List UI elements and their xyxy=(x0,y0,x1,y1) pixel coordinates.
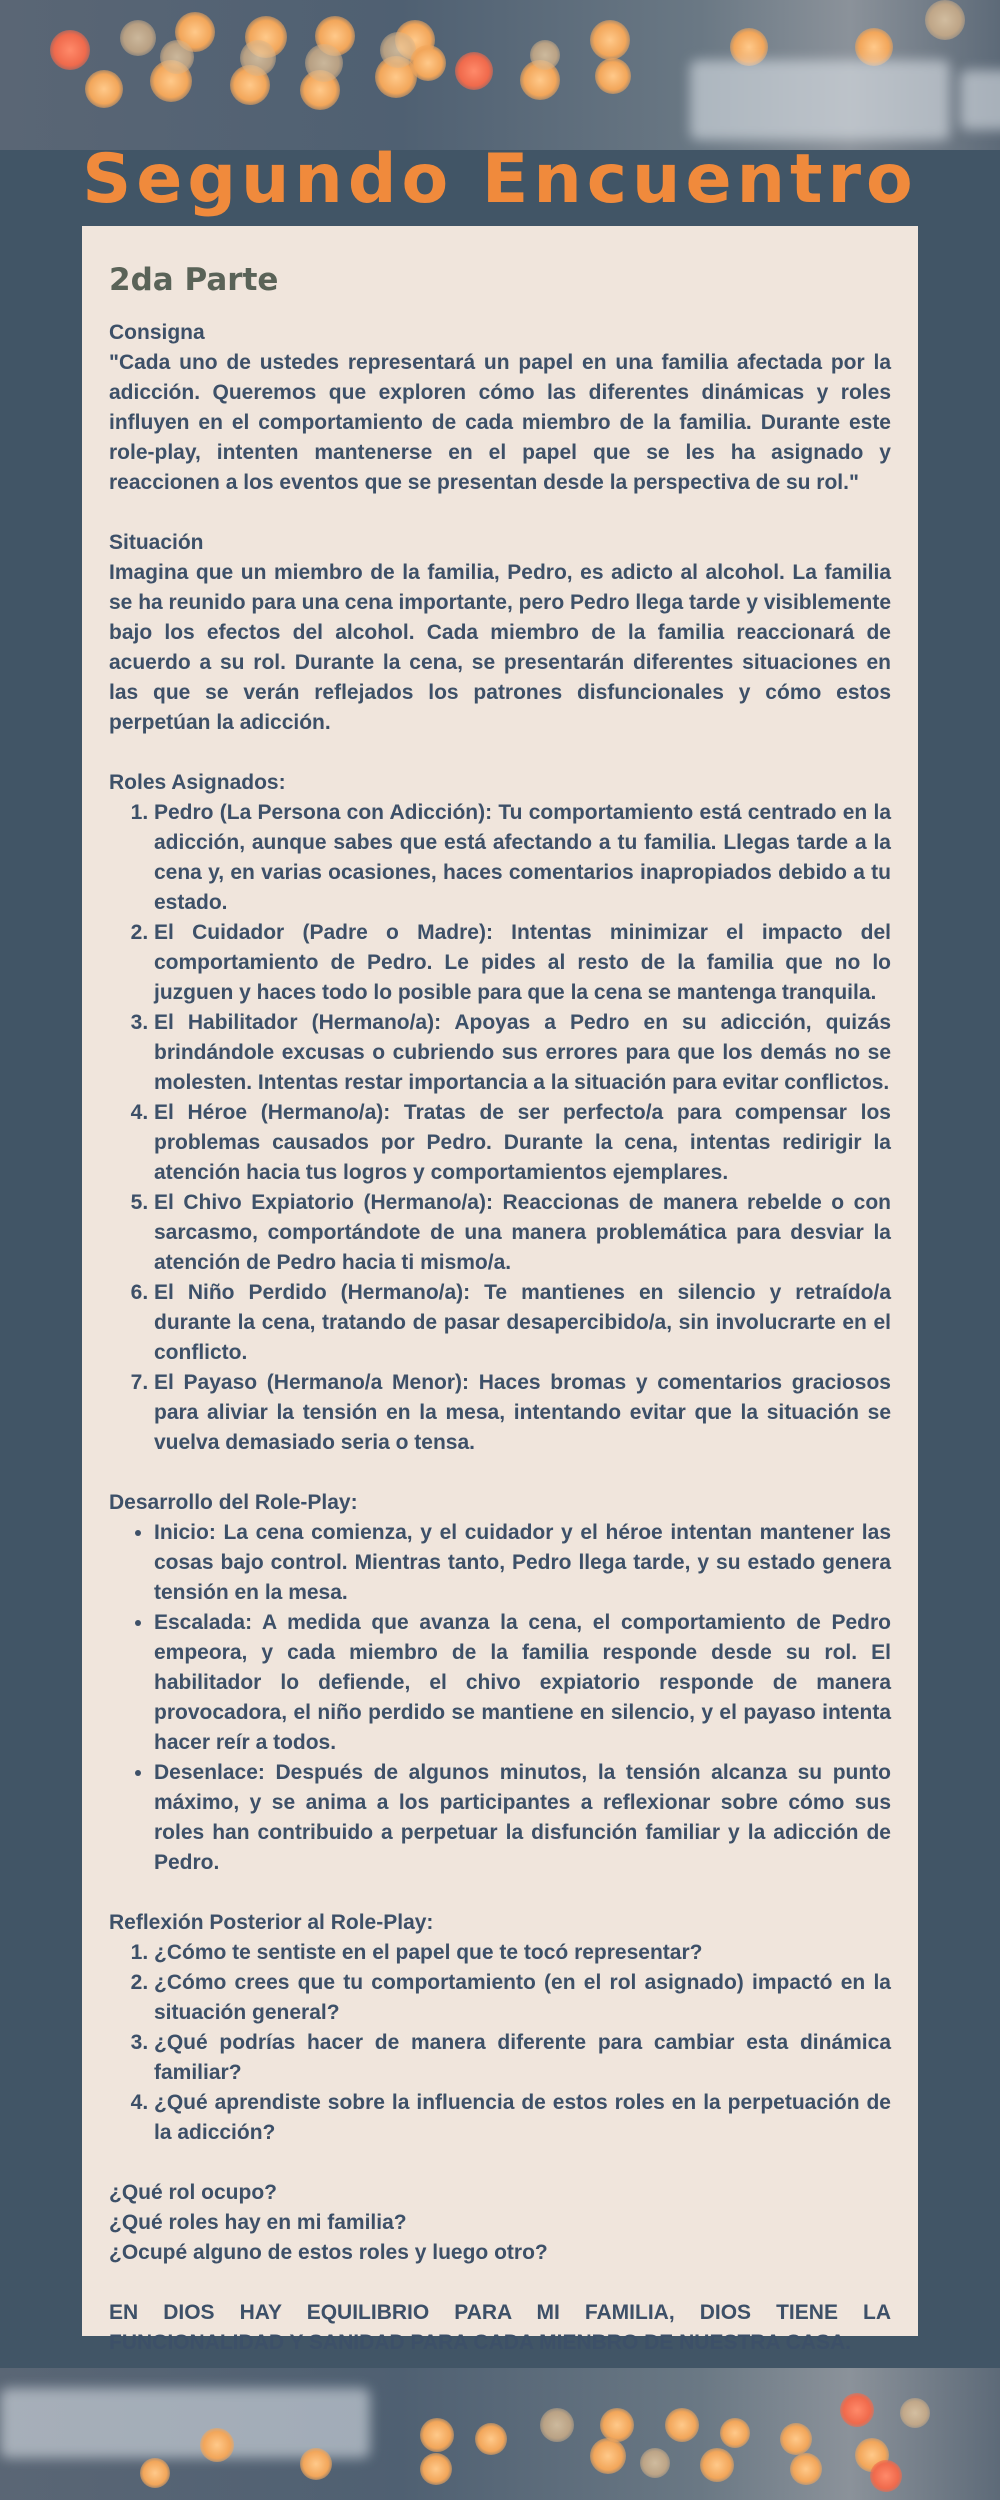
desarrollo-item: • Desenlace: Después de algunos minutos, la tensión alcanza su punto máximo, y se anima a los participantes a reflexionar sobre cómo sus roles han contribuido a perpetuar la disfunción familiar y la adicción de Pedro. xyxy=(154,1758,891,1878)
reflexion-item: 2. ¿Cómo crees que tu comportamiento (en el rol asignado) impactó en la situación general? xyxy=(154,1968,891,2028)
role-item: 4. El Héroe (Hermano/a): Tratas de ser perfecto/a para compensar los problemas causados por Pedro. Durante la cena, intentas redirigir la atención hacia tus logros y comportamientos ejemplares. xyxy=(154,1098,891,1188)
role-item: 6. El Niño Perdido (Hermano/a): Te mantienes en silencio y retraído/a durante la cena, tratando de pasar desapercibido/a, sin involucrarte en el conflicto. xyxy=(154,1278,891,1368)
closing-statement: EN DIOS HAY EQUILIBRIO PARA MI FAMILIA, DIOS TIENE LA FUNCIONALIDAD Y SANIDAD PARA CADA MIENBRO DE NUESTRA CASA. xyxy=(109,2301,891,2354)
question-line: ¿Ocupé alguno de estos roles y luego otro? xyxy=(109,2241,548,2264)
role-item: 2. El Cuidador (Padre o Madre): Intentas minimizar el impacto del comportamiento de Pedro. Le pides al resto de la familia que no lo juzguen y haces todo lo posible para que la cena se mantenga tranquila. xyxy=(154,918,891,1008)
footer-bokeh-image xyxy=(0,2368,1000,2500)
reflexion-item: 1. ¿Cómo te sentiste en el papel que te tocó representar? xyxy=(154,1938,891,1968)
reflexion-list xyxy=(109,1938,891,2148)
role-item: 3. El Habilitador (Hermano/a): Apoyas a Pedro en su adicción, quizás brindándole excusas o cubriendo sus errores para que los demás no se molesten. Intentas restar importancia a la situación para evitar conflictos. xyxy=(154,1008,891,1098)
roles-heading: Roles Asignados: xyxy=(109,771,286,794)
role-item: 7. El Payaso (Hermano/a Menor): Haces bromas y comentarios graciosos para aliviar la tensión en la mesa, intentando evitar que la situación se vuelva demasiado seria o tensa. xyxy=(154,1368,891,1458)
reflexion-item: 4. ¿Qué aprendiste sobre la influencia de estos roles en la perpetuación de la adicción? xyxy=(154,2088,891,2148)
reflexion-item: 3. ¿Qué podrías hacer de manera diferente para cambiar esta dinámica familiar? xyxy=(154,2028,891,2088)
consigna-heading: Consigna xyxy=(109,321,205,344)
situacion-heading: Situación xyxy=(109,531,204,554)
question-line: ¿Qué roles hay en mi familia? xyxy=(109,2211,407,2234)
page-title: Segundo Encuentro xyxy=(82,140,918,219)
part-title: 2da Parte xyxy=(109,262,279,298)
reflexion-heading: Reflexión Posterior al Role-Play: xyxy=(109,1911,434,1934)
content-card xyxy=(82,226,918,2354)
role-item: 1. Pedro (La Persona con Adicción): Tu comportamiento está centrado en la adicción, aunque sabes que está afectando a tu familia. Llegas tarde a la cena y, en varias ocasiones, haces comentarios inapropiados debido a tu estado. xyxy=(154,798,891,918)
desarrollo-heading: Desarrollo del Role-Play: xyxy=(109,1491,358,1514)
roles-list xyxy=(109,798,891,1458)
header-bokeh-image xyxy=(0,0,1000,150)
desarrollo-item: • Inicio: La cena comienza, y el cuidador y el héroe intentan mantener las cosas bajo control. Mientras tanto, Pedro llega tarde, y su estado genera tensión en la mesa. xyxy=(154,1518,891,1608)
question-line: ¿Qué rol ocupo? xyxy=(109,2181,277,2204)
consigna-text: "Cada uno de ustedes representará un papel en una familia afectada por la adicción. Queremos que exploren cómo las diferentes dinámicas y roles influyen en el comportamiento de cada miembro de la familia. Durante este role-play, intenten mantenerse en el papel que se les ha asignado y reaccionen a los eventos que se presentan desde la perspectiva de su rol." xyxy=(109,351,891,494)
desarrollo-item: • Escalada: A medida que avanza la cena, el comportamiento de Pedro empeora, y cada miembro de la familia responde desde su rol. El habilitador lo defiende, el chivo expiatorio responde de manera provocadora, el niño perdido se mantiene en silencio, y el payaso intenta hacer reír a todos. xyxy=(154,1608,891,1758)
role-item: 5. El Chivo Expiatorio (Hermano/a): Reaccionas de manera rebelde o con sarcasmo, comportándote de una manera problemática para desviar la atención de Pedro hacia ti mismo/a. xyxy=(154,1188,891,1278)
desarrollo-list xyxy=(109,1518,891,1878)
situacion-text: Imagina que un miembro de la familia, Pedro, es adicto al alcohol. La familia se ha reunido para una cena importante, pero Pedro llega tarde y visiblemente bajo los efectos del alcohol. Cada miembro de la familia reaccionará de acuerdo a su rol. Durante la cena, se presentarán diferentes situaciones en las que se verán reflejados los patrones disfuncionales y cómo estos perpetúan la adicción. xyxy=(109,561,891,734)
